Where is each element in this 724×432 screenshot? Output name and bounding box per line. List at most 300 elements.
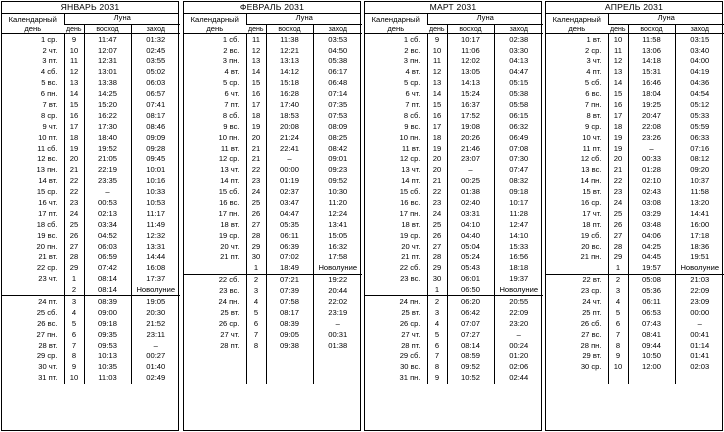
- lunar-day: 16: [246, 88, 266, 99]
- moonrise: 12:31: [84, 56, 131, 67]
- lunar-day: 10: [608, 34, 628, 45]
- calendar-date: 8 ср.: [41, 110, 58, 120]
- lunar-day: 18: [427, 132, 447, 143]
- moonrise: 06:53: [628, 307, 675, 318]
- calendar-date: 17 пт.: [38, 208, 58, 218]
- moonrise: 02:13: [84, 208, 131, 219]
- table-row: [546, 99, 724, 110]
- lunar-day: 16: [64, 110, 84, 121]
- table-row: [546, 197, 724, 208]
- table-row: [365, 318, 543, 329]
- header-day: день: [246, 25, 266, 34]
- header-day-label: день: [206, 24, 224, 33]
- table-row: [184, 252, 362, 263]
- table-row: [365, 329, 543, 340]
- table-row: [2, 274, 180, 285]
- moonrise: 11:38: [266, 34, 313, 45]
- table-row: [2, 132, 180, 143]
- calendar-date: 15 сб.: [399, 187, 421, 197]
- table-row: [365, 88, 543, 99]
- calendar-date: 16 ср.: [580, 198, 602, 207]
- lunar-day: 23: [64, 197, 84, 208]
- moonrise: 23:07: [447, 154, 494, 165]
- lunar-day: 7: [608, 329, 628, 340]
- lunar-day: 17: [246, 99, 266, 110]
- moonrise: 04:25: [628, 241, 675, 252]
- table-row: [365, 208, 543, 219]
- calendar-date: 18 сб.: [36, 219, 58, 229]
- moonset: 06:32: [494, 121, 543, 132]
- moonset: 00:41: [675, 329, 724, 340]
- moonrise: 04:40: [447, 230, 494, 241]
- moonset: 21:03: [675, 274, 724, 285]
- moonrise: 09:18: [84, 318, 131, 329]
- calendar-date: 15 сб.: [218, 187, 240, 197]
- header-calendar-label: Календарный: [371, 15, 420, 24]
- moonrise: 08:39: [84, 296, 131, 307]
- lunar-day: 10: [64, 373, 84, 384]
- moonset: 11:28: [494, 208, 543, 219]
- table-row: [546, 241, 724, 252]
- calendar-date: 24 пн.: [365, 296, 427, 307]
- moonrise: 08:39: [266, 318, 313, 329]
- moonset: 16:32: [313, 241, 362, 252]
- lunar-day: 23: [427, 197, 447, 208]
- moonset: 07:14: [313, 88, 362, 99]
- moonset: 12:32: [131, 230, 180, 241]
- moonset: 09:52: [313, 176, 362, 187]
- calendar-date: 29 вт.: [582, 351, 602, 361]
- moonset: 22:09: [494, 307, 543, 318]
- header-rise: восход: [84, 25, 131, 34]
- calendar-date: 31 пн.: [399, 373, 421, 383]
- calendar-date: 5 ср.: [404, 78, 421, 88]
- calendar-date: 23 вс.: [219, 286, 240, 296]
- table-row: [2, 67, 180, 78]
- moonset: 05:15: [494, 78, 543, 89]
- moonset: 16:00: [675, 219, 724, 230]
- moonset: 08:09: [313, 121, 362, 132]
- lunar-day: 17: [608, 110, 628, 121]
- moonrise: 16:46: [628, 78, 675, 89]
- calendar-date: 24 чт.: [582, 297, 602, 307]
- lunar-day: 3: [246, 285, 266, 296]
- calendar-date: 22 сб.: [184, 274, 246, 285]
- table-row: [2, 165, 180, 176]
- table-row: [546, 285, 724, 296]
- calendar-date: 27 вс.: [581, 329, 602, 339]
- header-set: заход: [494, 25, 543, 34]
- lunar-day: 20: [246, 132, 266, 143]
- moonrise: –: [447, 165, 494, 176]
- moonset: 07:08: [494, 143, 543, 154]
- table-row: [2, 78, 180, 89]
- calendar-date: 21 пт.: [220, 252, 240, 262]
- moonrise: 03:47: [266, 197, 313, 208]
- calendar-date: 20 пн.: [36, 241, 58, 251]
- lunar-day: 20: [427, 154, 447, 165]
- calendar-date: 2 чт.: [42, 45, 58, 55]
- lunar-day: [246, 373, 266, 384]
- moonrise: 06:01: [447, 274, 494, 285]
- moonset: 06:17: [313, 67, 362, 78]
- moon-table: [184, 14, 362, 384]
- table-row: [184, 88, 362, 99]
- table-row: [2, 121, 180, 132]
- calendar-date: 23 вс.: [400, 274, 421, 284]
- header-moon: Луна: [64, 14, 180, 25]
- moonset: 05:12: [675, 99, 724, 110]
- moonset: 09:01: [313, 154, 362, 165]
- lunar-day: 7: [427, 351, 447, 362]
- lunar-day: 5: [246, 307, 266, 318]
- moonrise: 07:42: [84, 263, 131, 274]
- calendar-date: 19 сб.: [580, 230, 602, 240]
- calendar-date: 17 пн.: [218, 208, 240, 218]
- moonrise: 14:25: [84, 88, 131, 99]
- lunar-day: 3: [64, 296, 84, 307]
- table-row: [546, 143, 724, 154]
- moonset: 06:49: [494, 132, 543, 143]
- table-row: [365, 219, 543, 230]
- moonrise: 09:53: [84, 340, 131, 351]
- month-table: [545, 1, 723, 431]
- moonset: 11:58: [675, 186, 724, 197]
- moonrise: 05:36: [628, 285, 675, 296]
- lunar-day: 6: [64, 329, 84, 340]
- calendar-date: 25 вт.: [401, 307, 421, 317]
- lunar-day: 12: [608, 56, 628, 67]
- moon-table: [365, 14, 543, 384]
- calendar-date: 25 пт.: [582, 307, 602, 317]
- lunar-day: 26: [246, 208, 266, 219]
- moonset: 17:58: [313, 252, 362, 263]
- lunar-day: 7: [246, 329, 266, 340]
- moonrise: 09:44: [628, 340, 675, 351]
- lunar-day: 6: [246, 318, 266, 329]
- lunar-day: 15: [246, 78, 266, 89]
- lunar-day: 11: [427, 56, 447, 67]
- moonrise: 22:08: [628, 121, 675, 132]
- moon-table: [546, 14, 724, 384]
- table-row: [184, 373, 362, 384]
- calendar-date: 14 пт.: [220, 176, 240, 186]
- calendar-date: 27 чт.: [220, 329, 240, 339]
- moonrise: 02:43: [628, 186, 675, 197]
- moonset: 02:03: [675, 362, 724, 373]
- table-row: [184, 208, 362, 219]
- moonrise: 09:52: [447, 362, 494, 373]
- table-row: [2, 329, 180, 340]
- table-row: [184, 176, 362, 187]
- moonrise: 19:25: [628, 99, 675, 110]
- moonrise: 06:59: [84, 252, 131, 263]
- moonrise: 04:52: [84, 230, 131, 241]
- calendar-date: 16 чт.: [38, 198, 58, 207]
- lunar-day: [608, 373, 628, 384]
- moonset: 18:36: [675, 241, 724, 252]
- moonrise: [266, 362, 313, 373]
- table-row: [546, 252, 724, 263]
- moonrise: 08:14: [84, 284, 131, 295]
- table-row: [2, 176, 180, 187]
- lunar-day: 27: [427, 241, 447, 252]
- lunar-day: 9: [64, 34, 84, 45]
- header-calendar-day: [365, 14, 427, 34]
- moonrise: 05:24: [447, 252, 494, 263]
- moonset: 00:27: [131, 351, 180, 362]
- moon-table: [2, 14, 180, 384]
- moonrise: 19:57: [628, 263, 675, 274]
- table-row: [365, 362, 543, 373]
- lunar-day: 22: [427, 186, 447, 197]
- table-row: [546, 373, 724, 384]
- header-set: заход: [675, 25, 724, 34]
- moonset: 08:25: [313, 132, 362, 143]
- moonrise: 13:05: [447, 67, 494, 78]
- table-row: [365, 56, 543, 67]
- lunar-day: 2: [427, 296, 447, 307]
- lunar-day: 11: [608, 45, 628, 56]
- lunar-day: 30: [246, 252, 266, 263]
- moonset: 04:19: [675, 67, 724, 78]
- moonrise: 09:38: [266, 340, 313, 351]
- lunar-day: 29: [608, 252, 628, 263]
- header-rise: восход: [447, 25, 494, 34]
- lunar-day: 24: [64, 208, 84, 219]
- calendar-date: 29 ср.: [36, 351, 58, 361]
- lunar-day: 11: [64, 56, 84, 67]
- lunar-day: 28: [64, 252, 84, 263]
- lunar-day: 8: [608, 340, 628, 351]
- moonset: 13:20: [675, 197, 724, 208]
- moonrise: 09:35: [84, 329, 131, 340]
- calendar-date: 27 пн.: [36, 329, 58, 339]
- table-row: [365, 154, 543, 165]
- table-row: [546, 165, 724, 176]
- moonset: 07:53: [313, 110, 362, 121]
- table-row: [365, 78, 543, 89]
- table-row: [184, 318, 362, 329]
- lunar-day: 9: [64, 362, 84, 373]
- lunar-day: 22: [64, 176, 84, 187]
- moonrise: 19:08: [447, 121, 494, 132]
- table-row: [2, 99, 180, 110]
- header-rise: восход: [266, 25, 313, 34]
- calendar-date: 3 чт.: [586, 56, 602, 66]
- calendar-date: 5 сб.: [584, 78, 602, 88]
- month-table: [364, 1, 542, 431]
- table-row: [546, 362, 724, 373]
- moonset: [313, 351, 362, 362]
- moonrise: 21:46: [447, 143, 494, 154]
- moonrise: 12:02: [447, 56, 494, 67]
- moonset: 22:02: [313, 296, 362, 307]
- lunar-day: 23: [608, 186, 628, 197]
- table-row: [546, 307, 724, 318]
- moonset: 16:56: [494, 252, 543, 263]
- table-row: [546, 67, 724, 78]
- calendar-date: 4 вт.: [224, 67, 240, 77]
- lunar-day: 4: [608, 296, 628, 307]
- lunar-day: 8: [246, 340, 266, 351]
- moonrise: –: [266, 154, 313, 165]
- moonrise: [266, 373, 313, 384]
- moonrise: 13:01: [84, 67, 131, 78]
- lunar-day: 13: [608, 67, 628, 78]
- calendar-date: 21 вт.: [38, 252, 58, 262]
- moonrise: 18:04: [628, 88, 675, 99]
- calendar-date: 28 пт.: [220, 340, 240, 350]
- moonrise: 06:11: [628, 296, 675, 307]
- moonset: 15:33: [494, 241, 543, 252]
- lunar-day: 21: [246, 154, 266, 165]
- calendar-date: 15 вт.: [582, 187, 602, 197]
- moonrise: 03:31: [447, 208, 494, 219]
- calendar-date: 25 вт.: [220, 307, 240, 317]
- table-row: [365, 263, 543, 274]
- moonset: 04:47: [494, 67, 543, 78]
- moonrise: 09:05: [266, 329, 313, 340]
- moonrise: 07:43: [628, 318, 675, 329]
- table-row: [546, 230, 724, 241]
- moonrise: 06:50: [447, 284, 494, 295]
- lunar-day: 12: [246, 45, 266, 56]
- moonset: –: [131, 340, 180, 351]
- calendar-date: 16 вс.: [219, 198, 240, 207]
- table-row: [2, 230, 180, 241]
- calendar-date: 11 вт.: [401, 143, 421, 153]
- calendar-date: 8 вт.: [586, 110, 602, 120]
- moonset: [313, 373, 362, 384]
- calendar-date: 1 сб.: [403, 34, 421, 44]
- lunar-day: 4: [427, 318, 447, 329]
- calendar-date: 6 пн.: [40, 89, 58, 99]
- moonset: 10:37: [675, 176, 724, 187]
- moonset: 10:01: [131, 165, 180, 176]
- table-row: [184, 121, 362, 132]
- lunar-day: 19: [64, 143, 84, 154]
- moonrise: 08:14: [447, 340, 494, 351]
- lunar-day: 26: [427, 230, 447, 241]
- table-row: [546, 56, 724, 67]
- calendar-date: 1 сб.: [222, 34, 240, 44]
- lunar-day: 12: [427, 67, 447, 78]
- table-row: [2, 362, 180, 373]
- moonrise: 08:14: [84, 274, 131, 285]
- moonset: 10:17: [494, 197, 543, 208]
- moonrise: 15:31: [628, 67, 675, 78]
- moonrise: 02:10: [628, 176, 675, 187]
- lunar-day: 24: [427, 208, 447, 219]
- calendar-date: 1 вт.: [586, 34, 602, 44]
- table-row: [184, 263, 362, 274]
- calendar-date: 22 ср.: [36, 263, 58, 273]
- moonrise: 03:08: [628, 197, 675, 208]
- header-day: день: [427, 25, 447, 34]
- lunar-day: 29: [246, 241, 266, 252]
- table-row: [546, 45, 724, 56]
- calendar-date: 10 пн.: [399, 132, 421, 142]
- lunar-day: 25: [608, 208, 628, 219]
- moonset: 04:54: [675, 88, 724, 99]
- lunar-day: 7: [64, 340, 84, 351]
- calendar-date: 19 ср.: [399, 230, 421, 240]
- table-row: [365, 143, 543, 154]
- calendar-date: 3 пн.: [222, 56, 240, 66]
- lunar-day: 27: [246, 219, 266, 230]
- lunar-day: 5: [427, 329, 447, 340]
- lunar-day: 23: [246, 176, 266, 187]
- lunar-day: 14: [608, 78, 628, 89]
- moonrise: 02:37: [266, 186, 313, 197]
- moonset: –: [313, 318, 362, 329]
- moonrise: 14:13: [447, 78, 494, 89]
- lunar-day: 19: [246, 121, 266, 132]
- moonset: 06:57: [131, 88, 180, 99]
- moonset: 08:12: [675, 154, 724, 165]
- lunar-day: 19: [608, 132, 628, 143]
- table-row: [2, 263, 180, 274]
- header-calendar-day: [2, 14, 64, 34]
- lunar-day: 17: [64, 121, 84, 132]
- moonrise: 05:35: [266, 219, 313, 230]
- table-row: [546, 88, 724, 99]
- calendar-date: 26 вс.: [37, 318, 58, 328]
- table-row: [184, 296, 362, 307]
- table-row: [546, 78, 724, 89]
- header-calendar-label: Календарный: [8, 15, 57, 24]
- moonset: 20:30: [131, 307, 180, 318]
- table-row: [184, 230, 362, 241]
- table-row: [365, 373, 543, 384]
- calendar-date: 26 сб.: [580, 318, 602, 328]
- moonset: 02:49: [131, 373, 180, 384]
- moonrise: 06:20: [447, 296, 494, 307]
- calendar-date: 19 ср.: [218, 230, 240, 240]
- table-row: [184, 307, 362, 318]
- moonset: 10:53: [131, 197, 180, 208]
- calendar-date: 24 пт.: [2, 296, 64, 307]
- table-row: [546, 296, 724, 307]
- moonset: 08:46: [131, 121, 180, 132]
- table-row: [2, 45, 180, 56]
- table-row: [365, 340, 543, 351]
- moonrise: 11:47: [84, 34, 131, 45]
- table-row: [2, 296, 180, 307]
- moonrise: 05:08: [628, 274, 675, 285]
- lunar-day: [246, 362, 266, 373]
- month-table: [183, 1, 361, 431]
- moonrise: 04:45: [628, 252, 675, 263]
- header-calendar-day: [184, 14, 246, 34]
- moonset: Новолуние: [131, 284, 180, 295]
- table-row: [365, 351, 543, 362]
- moonset: 19:05: [131, 296, 180, 307]
- lunar-day: 15: [64, 99, 84, 110]
- moonset: 08:42: [313, 143, 362, 154]
- moonset: 13:41: [313, 219, 362, 230]
- moonrise: 06:39: [266, 241, 313, 252]
- lunar-day: 13: [64, 78, 84, 89]
- header-moon: Луна: [608, 14, 724, 25]
- table-row: [184, 197, 362, 208]
- lunar-day: 9: [608, 351, 628, 362]
- moonset: 00:24: [494, 340, 543, 351]
- moonrise: 14:18: [628, 56, 675, 67]
- moonrise: 14:12: [266, 67, 313, 78]
- moonset: 00:31: [313, 329, 362, 340]
